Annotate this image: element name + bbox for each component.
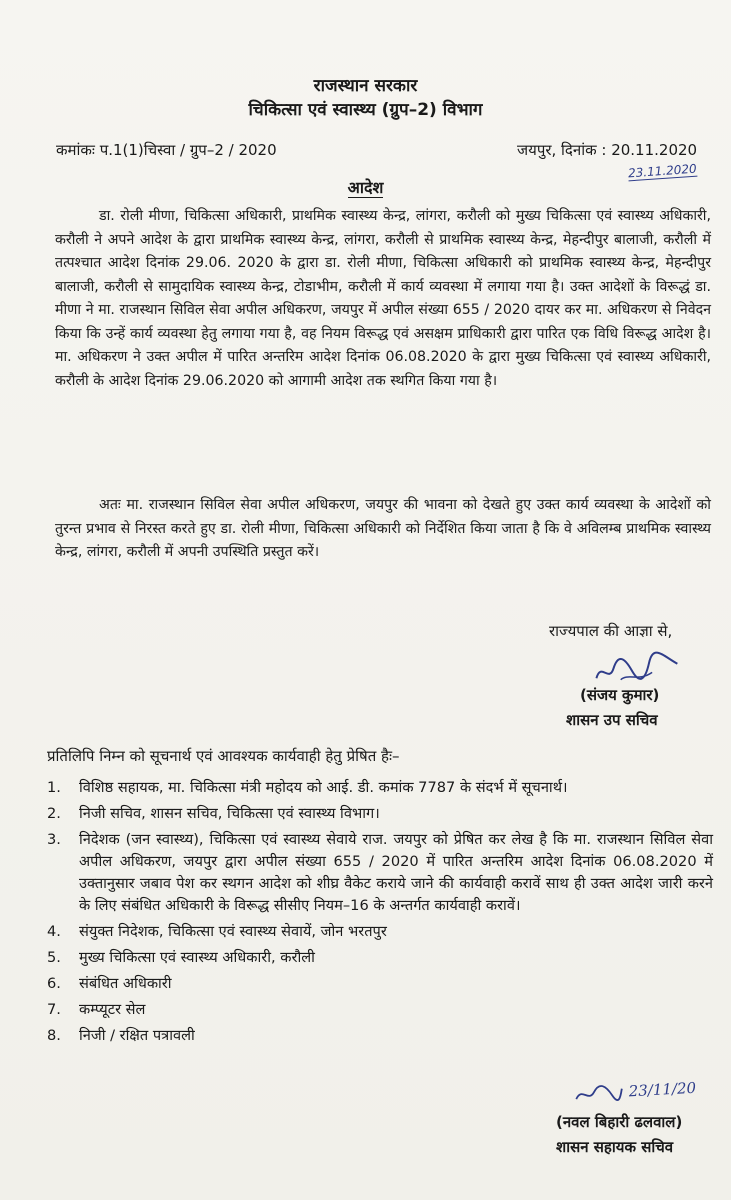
signature-date-mark: 23/11/20 [628,1078,697,1101]
list-number: 5. [47,949,61,966]
copy-list [47,777,713,1051]
signature-scribble-icon [574,1083,625,1106]
signature-2-icon [574,1079,697,1105]
signatory-2-designation: शासन सहायक सचिव [556,1138,674,1156]
list-item [47,921,713,943]
reference-number: कमांकः प.1(1)चिस्वा / ग्रुप–2 / 2020 [56,141,277,159]
list-text: मुख्य चिकित्सा एवं स्वास्थ्य अधिकारी, करौली [79,949,315,966]
issue-date: जयपुर, दिनांक : 20.11.2020 [517,141,698,159]
by-order-line: राज्यपाल की आज्ञा से, [549,622,673,640]
list-text: निजी / रक्षित पत्रावली [79,1027,195,1044]
list-item [47,829,713,917]
letterhead [0,74,731,122]
government-name: राजस्थान सरकार [313,76,418,96]
list-item [47,973,713,995]
list-text: संबंधित अधिकारी [79,975,172,992]
document-title [0,176,731,198]
copy-heading: प्रतिलिपि निम्न को सूचनार्थ एवं आवश्यक कार्यवाही हेतु प्रेषित हैः– [47,747,400,765]
signatory-1-designation: शासन उप सचिव [566,711,658,729]
list-item [47,947,713,969]
list-text: कम्प्यूटर सेल [79,1001,146,1018]
list-item [47,777,713,799]
department-name: चिकित्सा एवं स्वास्थ्य (ग्रुप–2) विभाग [248,100,483,120]
list-number: 1. [47,779,61,796]
list-number: 4. [47,923,61,940]
list-number: 8. [47,1027,61,1044]
list-number: 3. [47,831,61,848]
list-item [47,803,713,825]
list-number: 6. [47,975,61,992]
list-text: विशिष्ठ सहायक, मा. चिकित्सा मंत्री महोदय को आई. डी. कमांक 7787 के संदर्भ में सूचनार्थ। [79,779,568,796]
list-number: 7. [47,1001,61,1018]
list-text: निदेशक (जन स्वास्थ्य), चिकित्सा एवं स्वास्थ्य सेवाये राज. जयपुर को प्रेषित कर लेख है कि मा. राजस्थान सिविल सेवा अपील अधिकरण, जयपुर द्वारा अपील संख्या 655 / 2020 में पारित अन्तरिम आदेश दिनांक 06.08.2020 में उक्तानुसार जबाव पेश कर स्थगन आदेश को शीघ्र वैकेट कराये जाने की कार्यवाही करावें साथ ही उक्त आदेश जारी करने के लिए संबंधित अधिकारी के विरूद्ध सीसीए नियम–16 के अन्तर्गत कार्यवाही करावें। [79,831,713,914]
signatory-2-name: (नवल बिहारी ढलवाल) [556,1113,683,1131]
list-item [47,999,713,1021]
handwritten-date: 23.11.2020 [627,161,698,181]
list-item [47,1025,713,1047]
title-text: आदेश [347,178,384,197]
list-number: 2. [47,805,61,822]
order-paragraph-2: अतः मा. राजस्थान सिविल सेवा अपील अधिकरण, जयपुर की भावना को देखते हुए उक्त कार्य व्यवस्था के आदेशों को तुरन्त प्रभाव से निरस्त करते हुए डा. रोली मीणा, चिकित्सा अधिकारी को निर्देशित किया जाता है कि वे अविलम्ब प्राथमिक स्वास्थ्य केन्द्र, लांगरा, करौली में अपनी उपस्थिति प्रस्तुत करें। [55,497,711,560]
signatory-1-name: (संजय कुमार) [580,686,660,704]
list-text: निजी सचिव, शासन सचिव, चिकित्सा एवं स्वास्थ्य विभाग। [79,805,380,822]
order-paragraph-1: डा. रोली मीणा, चिकित्सा अधिकारी, प्राथमिक स्वास्थ्य केन्द्र, लांगरा, करौली को मुख्य चिकित्सा एवं स्वास्थ्य अधिकारी, करौली ने अपने आदेश के द्वारा प्राथमिक स्वास्थ्य केन्द्र, लांगरा, करौली से प्राथमिक स्वास्थ्य केन्द्र, मेहन्दीपुर बालाजी, करौली में तत्पश्चात आदेश दिनांक 29.06. 2020 के द्वारा डा. रोली मीणा, चिकित्सा अधिकारी को प्राथमिक स्वास्थ्य केन्द्र, मेहन्दीपुर बालाजी, करौली से सामुदायिक स्वास्थ्य केन्द्र, टोडाभीम, करौली में कार्य व्यवस्था में लगाया गया है। उक्त आदेशों के विरूद्धं डा. मीणा ने मा. राजस्थान सिविल सेवा अपील अधिकरण, जयपुर में अपील संख्या 655 / 2020 दायर कर मा. अधिकरण से निवेदन किया कि उन्हें कार्य व्यवस्था हेतु लगाया गया है, वह नियम विरूद्ध एवं असक्षम प्राधिकारी द्वारा पारित एक विधि विरूद्ध आदेश है। मा. अधिकरण ने उक्त अपील में पारित अन्तरिम आदेश दिनांक 06.08.2020 के द्वारा मुख्य चिकित्सा एवं स्वास्थ्य अधिकारी, करौली के आदेश दिनांक 29.06.2020 को आगामी आदेश तक स्थगित किया गया है। [55,208,711,389]
list-text: संयुक्त निदेशक, चिकित्सा एवं स्वास्थ्य सेवायें, जोन भरतपुर [79,923,387,940]
